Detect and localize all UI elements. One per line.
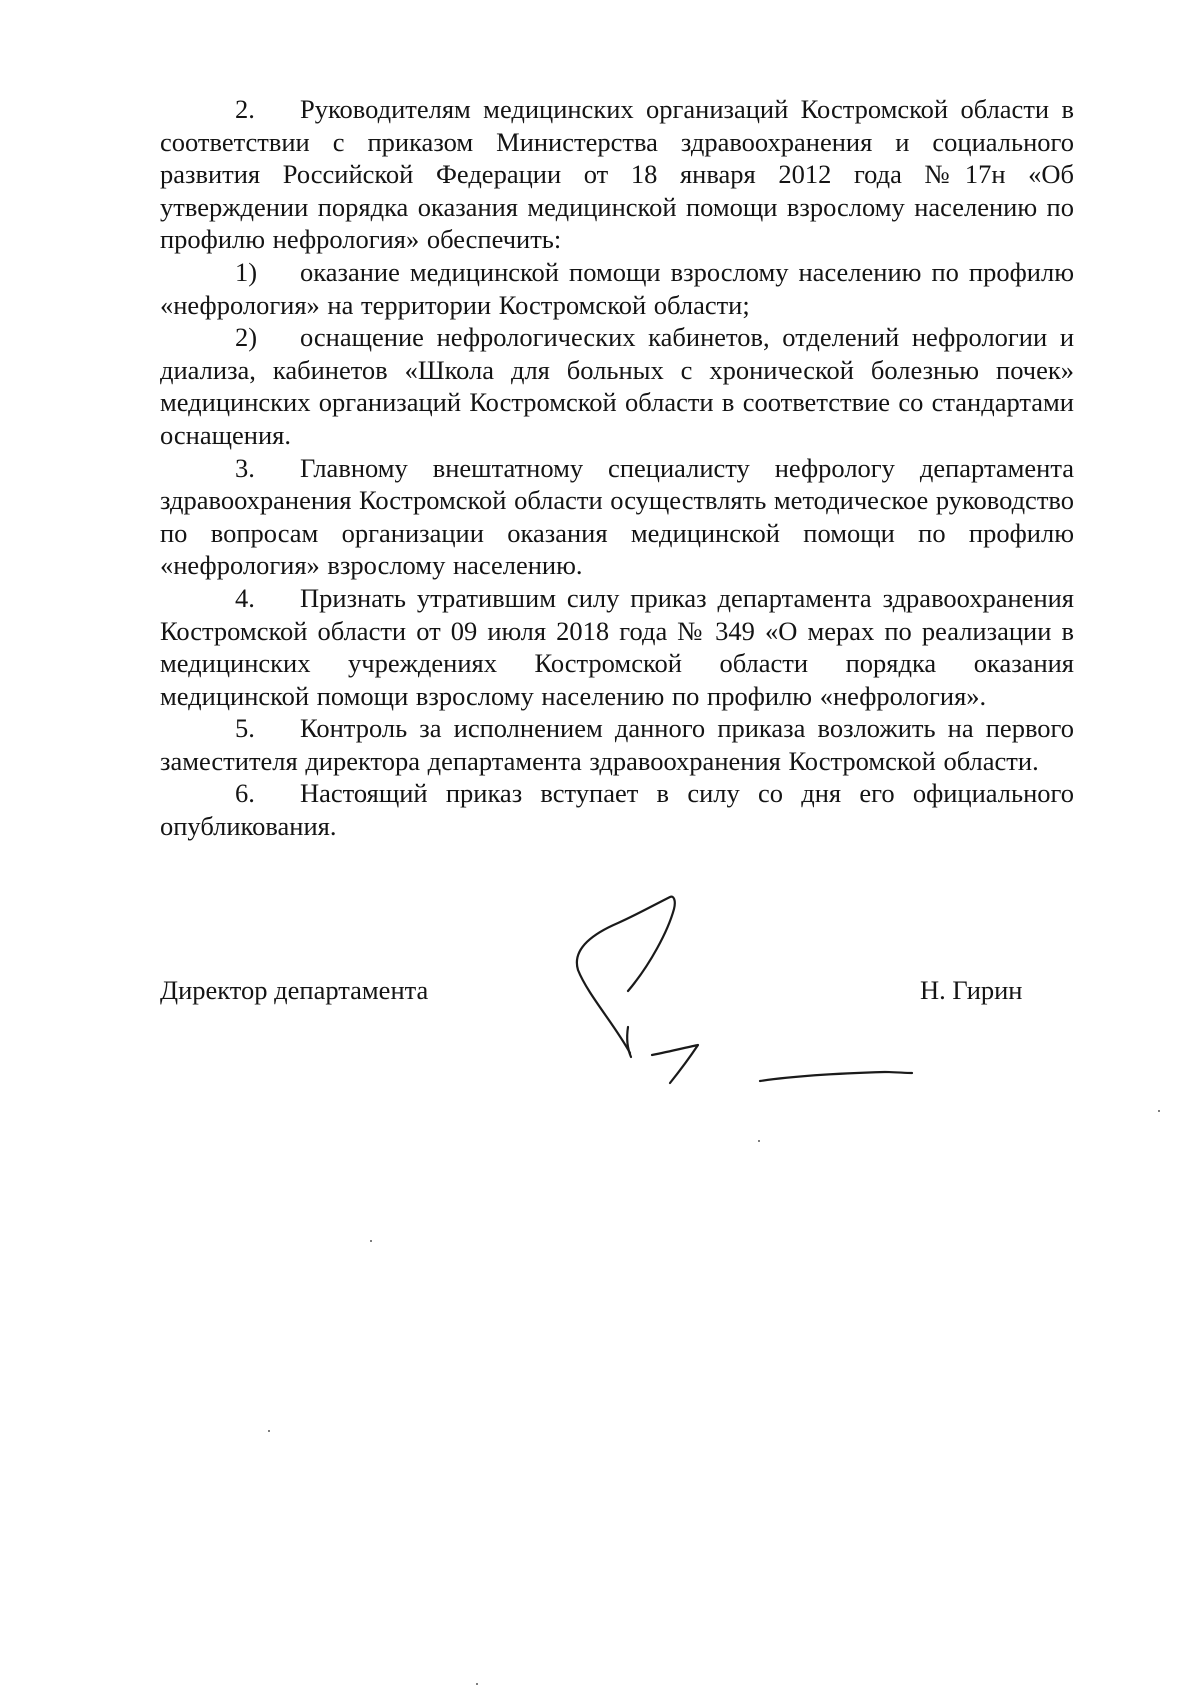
signatory-name: Н. Гирин — [920, 975, 1023, 1005]
scan-speck — [476, 1683, 478, 1685]
paragraph-text: оснащение нефрологических кабинетов, отделений нефрологии и диализа, кабинетов «Школа для больных с хронической болезнью почек» медицинских организаций Костромской области в соответствие со стандартами оснащения. — [160, 322, 1074, 450]
paragraph-text: оказание медицинской помощи взрослому населению по профилю «нефрология» на территории Костромской области; — [160, 256, 1074, 320]
signature-stroke — [652, 1045, 698, 1083]
paragraph-number: 2) — [235, 322, 258, 353]
paragraph-text: Настоящий приказ вступает в силу со дня его официального опубликования. — [160, 778, 1074, 842]
paragraph-number: 1) — [235, 256, 258, 287]
subparagraph-1 — [160, 256, 1074, 321]
paragraph-6 — [160, 777, 1074, 842]
paragraph-4 — [160, 582, 1074, 712]
scan-speck — [370, 1240, 372, 1242]
paragraph-number: 2. — [235, 94, 255, 124]
order-body — [160, 93, 1074, 843]
signature-stroke — [760, 1072, 912, 1081]
signatory-title: Директор департамента — [160, 975, 429, 1005]
paragraph-text: Руководителям медицинских организаций Костромской области в соответствии с приказом Министерства здравоохранения и социального развития Российской Федерации от 18 января 2012 года №17н «Об утверждении порядка оказания медицинской помощи взрослому населению по профилю нефрология» обеспечить: — [160, 94, 1074, 255]
scan-speck — [1158, 1110, 1160, 1112]
paragraph-3 — [160, 452, 1074, 582]
paragraph-number: 5. — [235, 713, 255, 744]
paragraph-text: Признать утратившим силу приказ департамента здравоохранения Костромской области от 09 июля 2018 года № 349 «О мерах по реализации в медицинских учреждениях Костромской области порядка оказания медицинской помощи взрослому населению по профилю «нефрология». — [160, 582, 1074, 711]
scan-speck — [758, 1140, 760, 1142]
signature-stroke — [627, 1027, 631, 1057]
scan-speck — [268, 1430, 270, 1432]
paragraph-number: 6. — [235, 778, 255, 809]
subparagraph-2 — [160, 321, 1074, 451]
paragraph-2 — [160, 93, 1074, 256]
paragraph-text: Контроль за исполнением данного приказа возложить на первого заместителя директора департамента здравоохранения Костромской области. — [160, 713, 1074, 776]
paragraph-5 — [160, 712, 1074, 777]
paragraph-text: Главному внештатному специалисту нефрологу департамента здравоохранения Костромской области осуществлять методическое руководство по вопросам организации оказания медицинской помощи по профилю «нефрология» взрослому населению. — [160, 452, 1074, 581]
handwritten-signature — [570, 895, 950, 1095]
signature-stroke — [577, 897, 675, 1053]
paragraph-number: 3. — [235, 452, 255, 483]
paragraph-number: 4. — [235, 582, 255, 613]
